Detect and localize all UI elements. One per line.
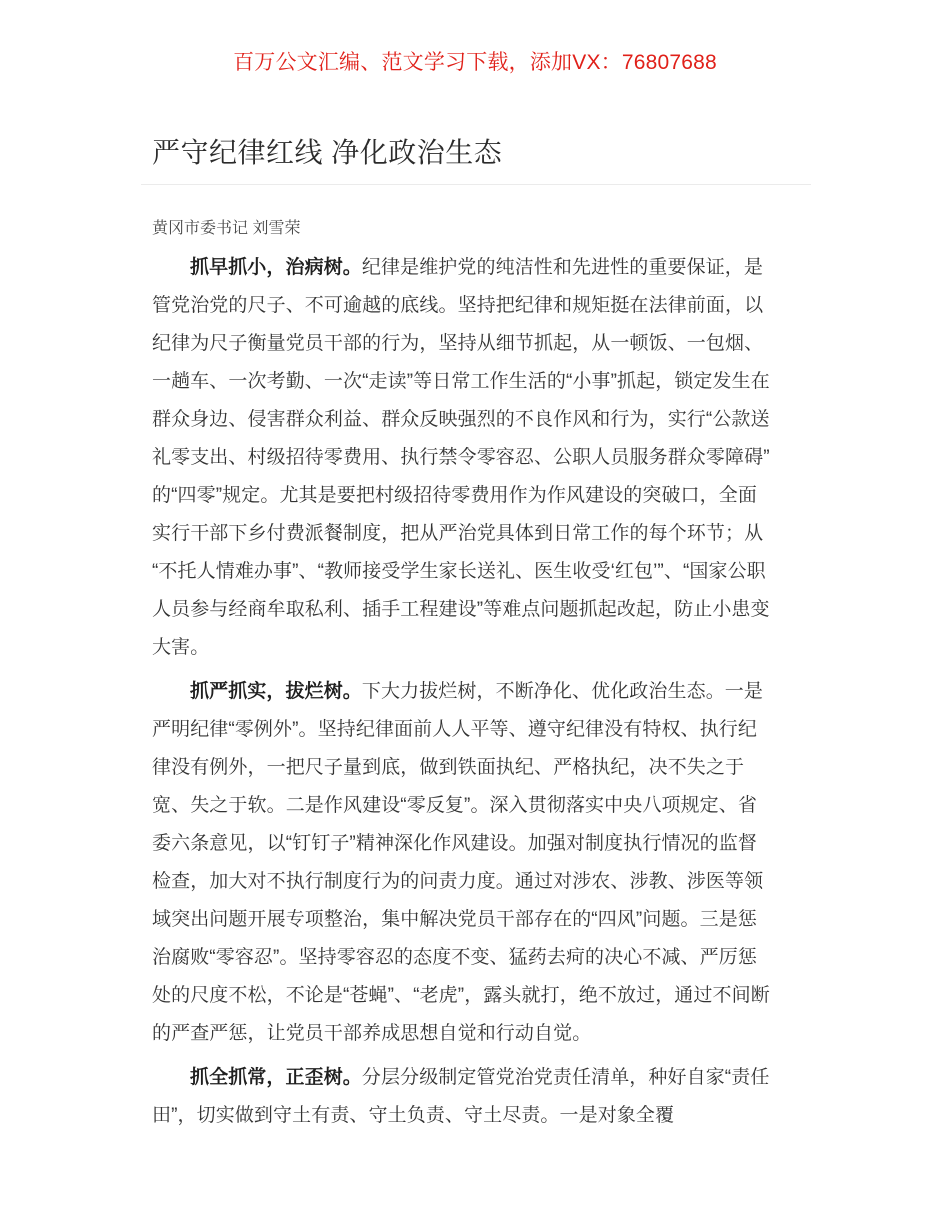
paragraph-1 <box>152 249 772 667</box>
document-body <box>152 215 772 1135</box>
paragraph-2 <box>152 673 772 1053</box>
paragraph-3 <box>152 1059 772 1135</box>
paragraph-3-text: 分层分级制定管党治党责任清单，种好自家“责任田”，切实做到守土有责、守土负责、守土尽责。一是对象全覆 <box>152 1067 770 1126</box>
paragraph-2-lead: 抓严抓实，拔烂树。 <box>190 681 362 702</box>
paragraph-1-lead: 抓早抓小，治病树。 <box>190 257 362 278</box>
paragraph-3-lead: 抓全抓常，正歪树。 <box>190 1067 362 1088</box>
promo-banner: 百万公文汇编、范文学习下载，添加VX：76807688 <box>233 51 717 74</box>
paragraph-1-text: 纪律是维护党的纯洁性和先进性的重要保证，是管党治党的尺子、不可逾越的底线。坚持把纪律和规矩挺在法律前面，以纪律为尺子衡量党员干部的行为，坚持从细节抓起，从一顿饭、一包烟、一趟车、一次考勤、一次“走读”等日常工作生活的“小事”抓起，锁定发生在群众身边、侵害群众利益、群众反映强烈的不良作风和行为，实行“公款送礼零支出、村级招待零费用、执行禁令零容忍、公职人员服务群众零障碍”的“四零”规定。尤其是要把村级招待零费用作为作风建设的突破口，全面实行干部下乡付费派餐制度，把从严治党具体到日常工作的每个环节；从“不托人情难办事”、“教师接受学生家长送礼、医生收受‘红包’”、“国家公职人员参与经商牟取私利、插手工程建设”等难点问题抓起改起，防止小患变大害。 <box>152 257 770 658</box>
paragraph-2-text: 下大力拔烂树，不断净化、优化政治生态。一是严明纪律“零例外”。坚持纪律面前人人平等、遵守纪律没有特权、执行纪律没有例外，一把尺子量到底，做到铁面执纪、严格执纪，决不失之于宽、失之于软。二是作风建设“零反复”。深入贯彻落实中央八项规定、省委六条意见，以“钉钉子”精神深化作风建设。加强对制度执行情况的监督检查，加大对不执行制度行为的问责力度。通过对涉农、涉教、涉医等领域突出问题开展专项整治，集中解决党员干部存在的“四风”问题。三是惩治腐败“零容忍”。坚持零容忍的态度不变、猛药去疴的决心不减、严厉惩处的尺度不松，不论是“苍蝇”、“老虎”，露头就打，绝不放过，通过不间断的严查严惩，让党员干部养成思想自觉和行动自觉。 <box>152 681 770 1044</box>
byline: 黄冈市委书记 刘雪荣 <box>152 220 301 237</box>
page-title: 严守纪律红线 净化政治生态 <box>152 137 503 168</box>
title-divider <box>141 184 811 185</box>
